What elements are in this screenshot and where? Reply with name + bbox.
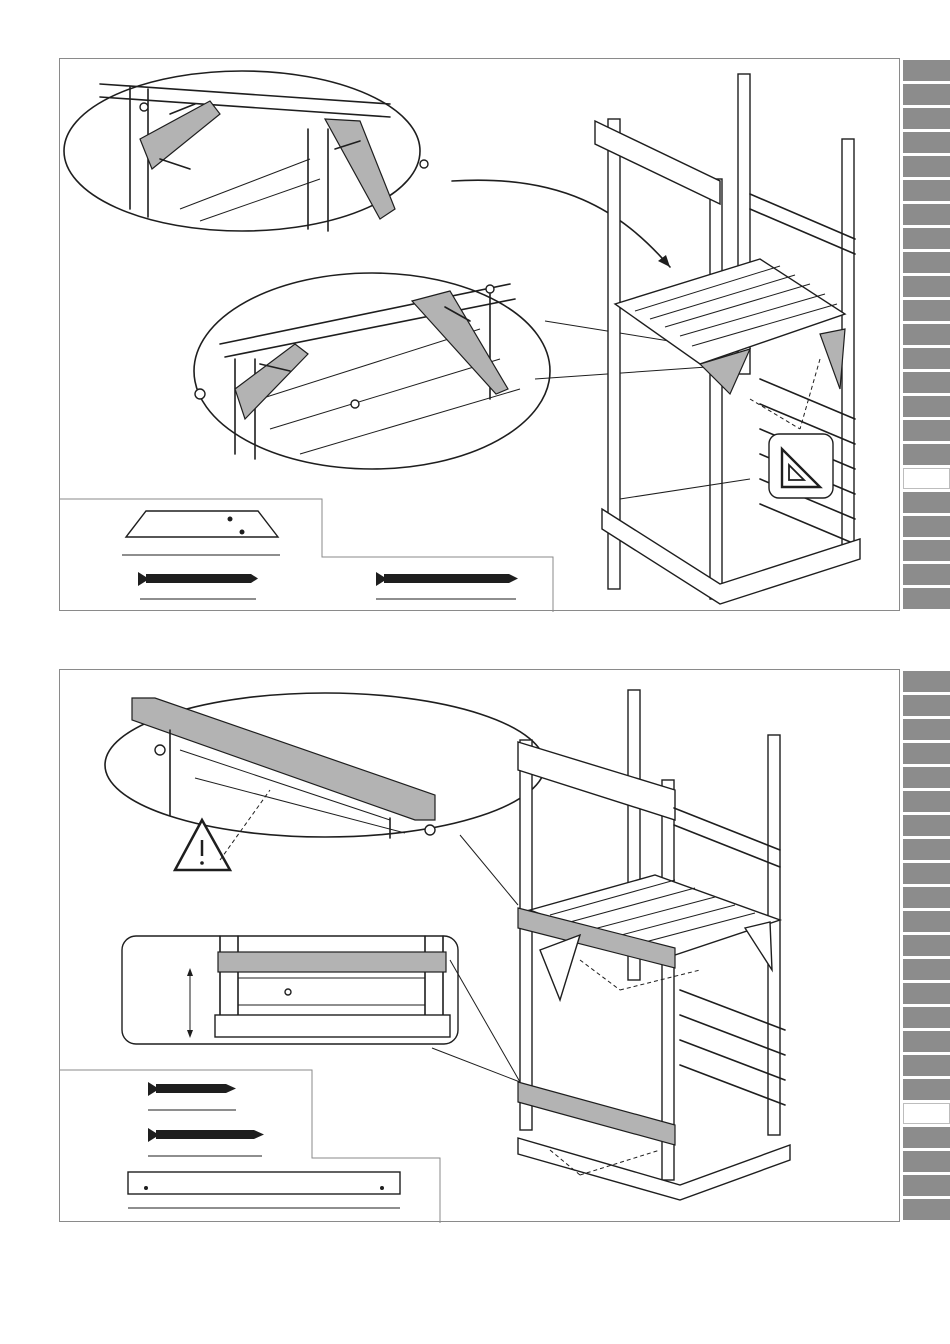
- index-tab: [903, 791, 950, 812]
- index-tab: [903, 564, 950, 585]
- inset-spacing-detail: [122, 936, 458, 1044]
- index-tab: [903, 1199, 950, 1220]
- index-tab: [903, 1175, 950, 1196]
- index-tab: [903, 396, 950, 417]
- index-tab: [903, 767, 950, 788]
- index-tab: [903, 815, 950, 836]
- index-tab: [903, 959, 950, 980]
- parts-box-bottom: [60, 1070, 440, 1223]
- index-tab: [903, 911, 950, 932]
- detail-pointer-arrow: [452, 180, 670, 267]
- index-tab: [903, 372, 950, 393]
- assembly-step-top: [59, 58, 900, 611]
- index-tab: [903, 132, 950, 153]
- tower-structure-bottom: [518, 690, 790, 1200]
- rail-lower-installed: [518, 1082, 675, 1145]
- index-tab: [903, 839, 950, 860]
- set-square-tool: [769, 434, 833, 498]
- screw-icon: [138, 572, 258, 599]
- index-tab: [903, 1127, 950, 1148]
- brace-left-lower-highlight: [235, 344, 308, 419]
- index-tab: [903, 863, 950, 884]
- brace-installed-right: [820, 329, 845, 389]
- index-tab: [903, 60, 950, 81]
- detail-zoom-lower: [194, 273, 550, 469]
- tower-structure-top: [595, 74, 860, 604]
- index-tab: [903, 983, 950, 1004]
- index-tab: [903, 671, 950, 692]
- plank-part-icon: [128, 1172, 400, 1208]
- brace-right-highlight: [325, 119, 395, 219]
- index-tab: [903, 1007, 950, 1028]
- detail-zoom-rail: [105, 693, 545, 838]
- index-tab: [903, 228, 950, 249]
- index-tab: [903, 887, 950, 908]
- detail-zoom-upper: [64, 71, 428, 231]
- index-tab: [903, 540, 950, 561]
- index-tab: [903, 444, 950, 465]
- index-tab: [903, 492, 950, 513]
- index-tab: [903, 1103, 950, 1124]
- warning-sign: [175, 790, 270, 870]
- rail-highlight: [132, 698, 435, 820]
- screw-icon: [376, 572, 518, 599]
- index-tab: [903, 204, 950, 225]
- index-tab: [903, 1055, 950, 1076]
- brace-left-highlight: [140, 101, 220, 169]
- index-tab: [903, 348, 950, 369]
- angled-brace-part-icon: [126, 511, 278, 537]
- brace-right-lower-highlight: [412, 291, 508, 394]
- index-tab: [903, 420, 950, 441]
- index-tab: [903, 719, 950, 740]
- index-tab: [903, 695, 950, 716]
- screw-icon: [148, 1082, 236, 1110]
- index-tab: [903, 252, 950, 273]
- index-tab: [903, 1031, 950, 1052]
- index-tab: [903, 588, 950, 609]
- index-tab: [903, 1151, 950, 1172]
- index-tab: [903, 516, 950, 537]
- parts-box-top: [60, 499, 553, 612]
- index-tab: [903, 84, 950, 105]
- index-tab: [903, 108, 950, 129]
- index-tab: [903, 156, 950, 177]
- index-tab: [903, 468, 950, 489]
- index-tab: [903, 180, 950, 201]
- index-tab: [903, 324, 950, 345]
- step-bottom-illustration: [60, 670, 901, 1223]
- index-tab: [903, 743, 950, 764]
- step-top-illustration: [60, 59, 901, 612]
- index-tab: [903, 935, 950, 956]
- index-tab: [903, 300, 950, 321]
- index-tab: [903, 1079, 950, 1100]
- assembly-step-bottom: [59, 669, 900, 1222]
- rail-top-highlight: [218, 952, 446, 972]
- screw-icon: [148, 1128, 264, 1156]
- index-tab: [903, 276, 950, 297]
